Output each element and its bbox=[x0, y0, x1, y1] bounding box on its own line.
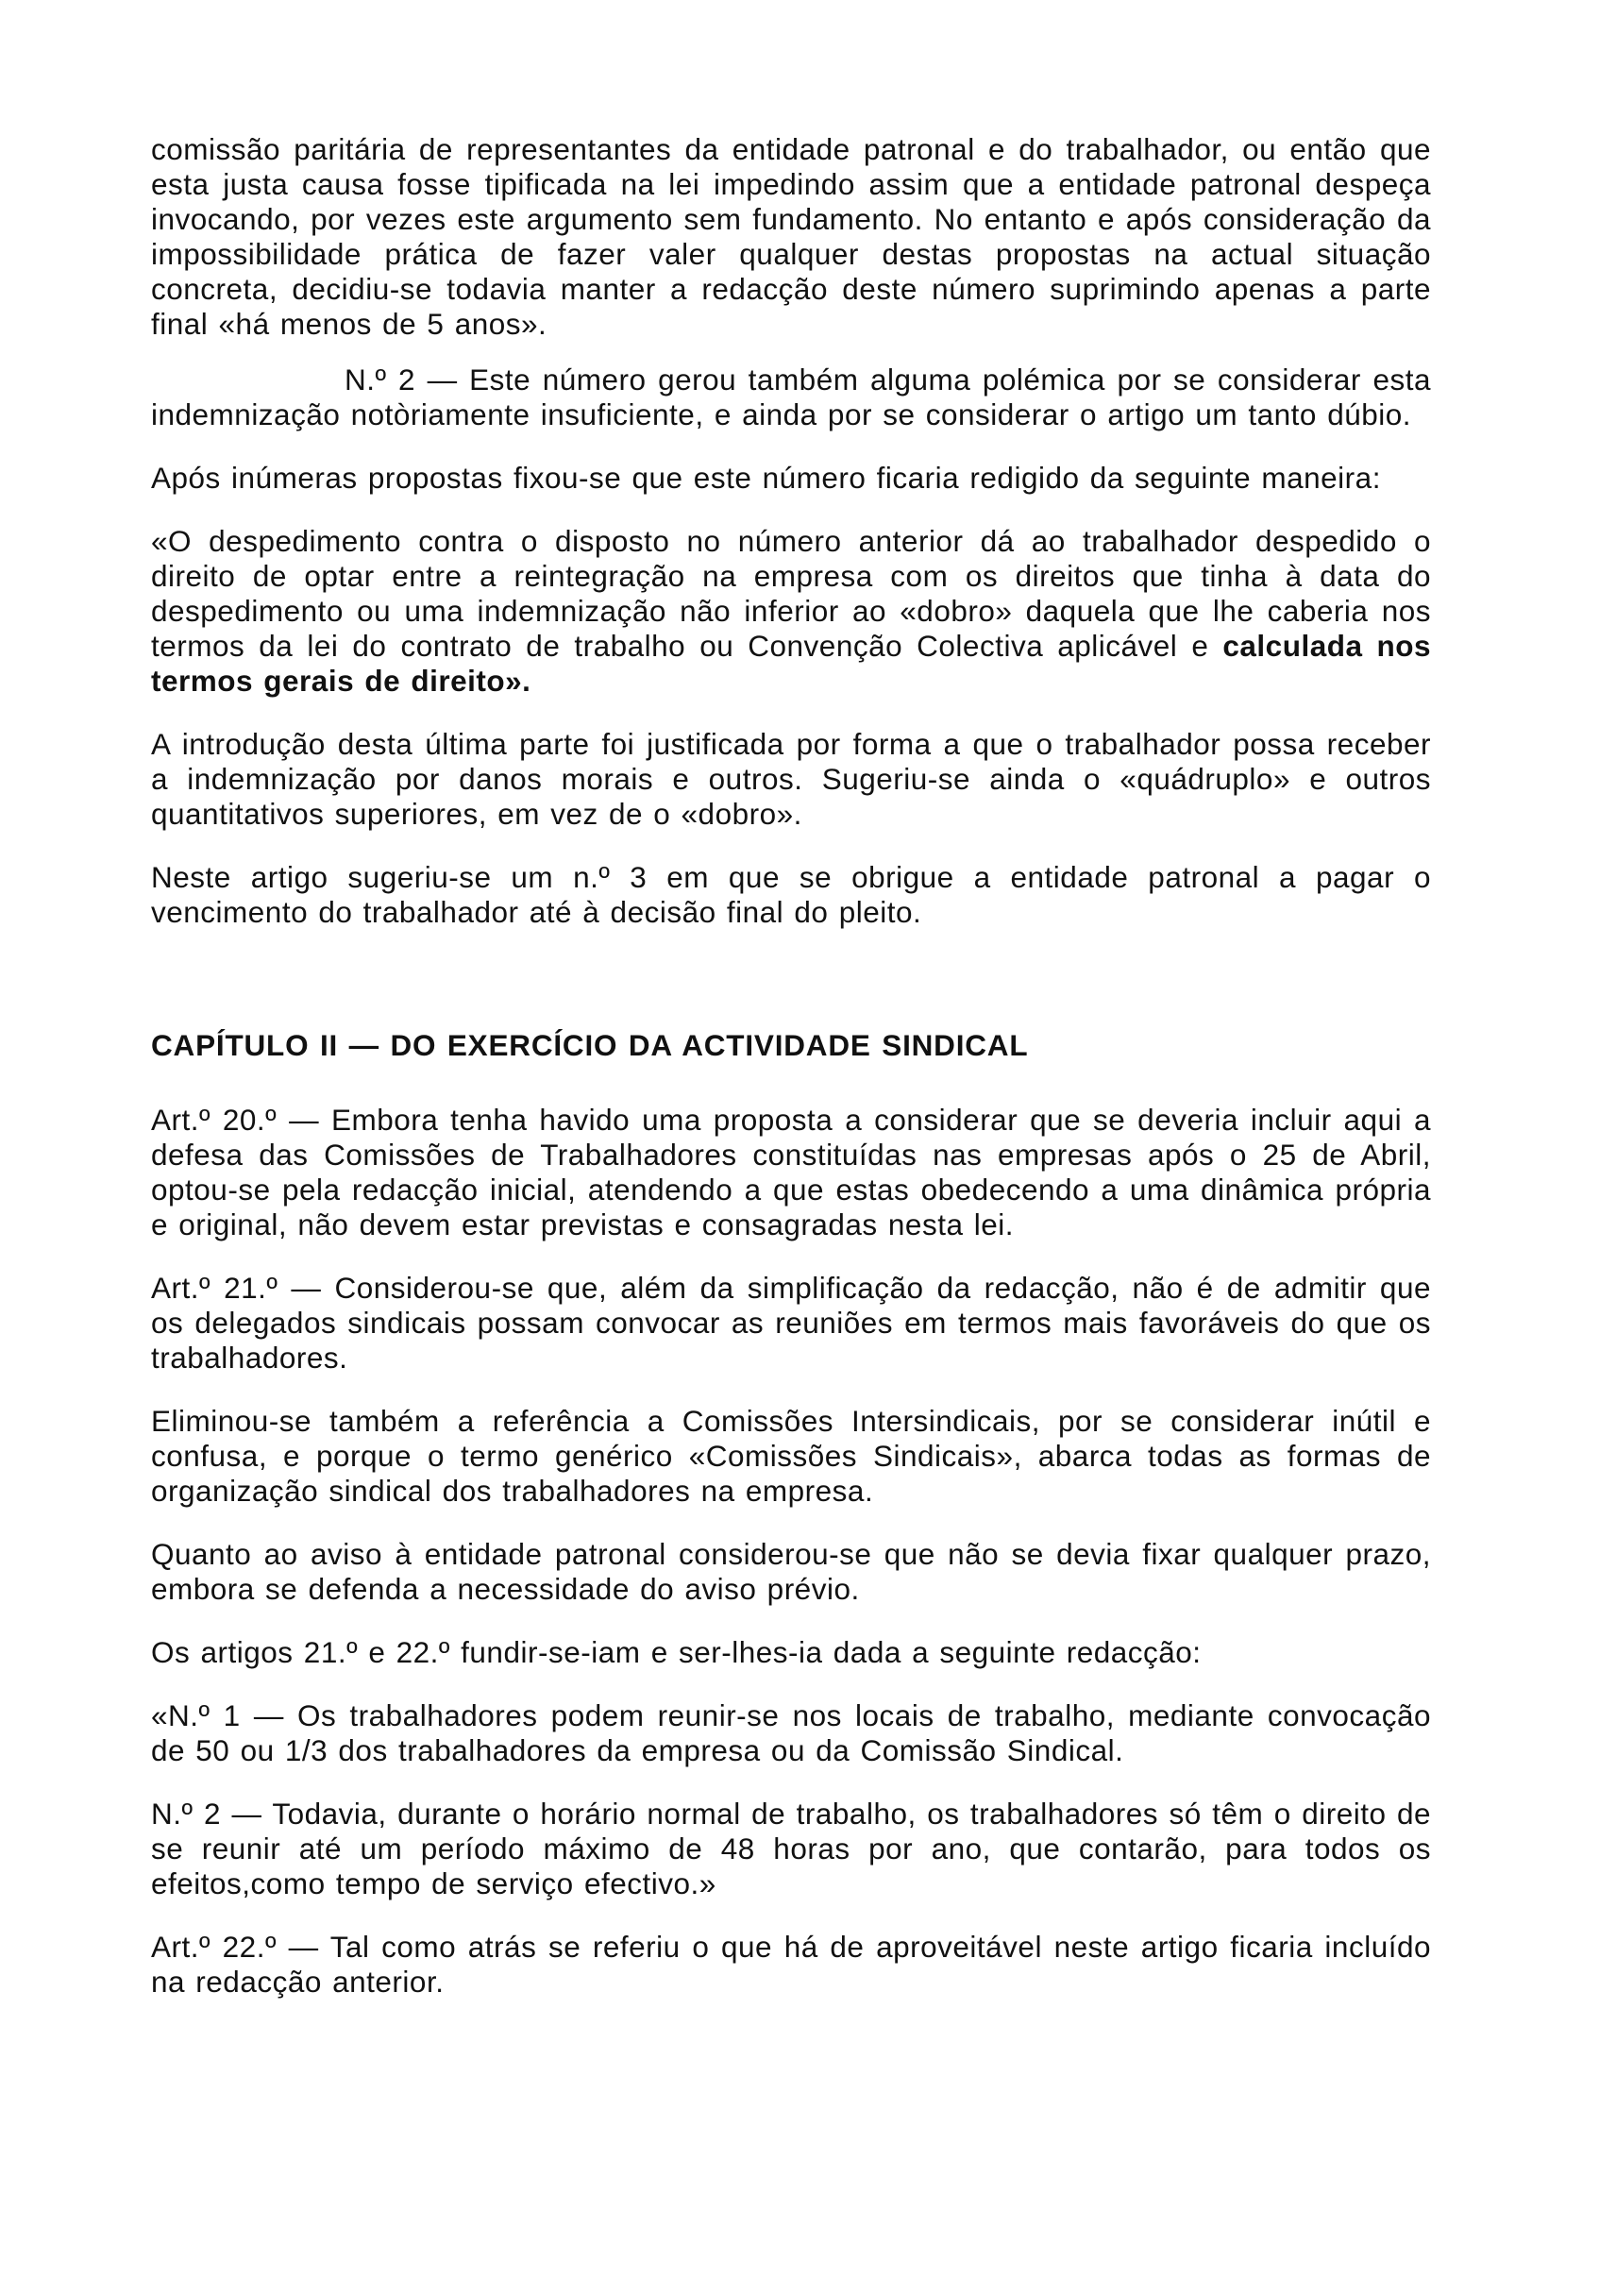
paragraph-numero-2: N.º 2 — Este número gerou também alguma polémica por se considerar esta indemnização notòriamente insuficiente, e ainda por se considerar o artigo um tanto dúbio. bbox=[151, 363, 1431, 431]
chapter-heading: CAPÍTULO II — DO EXERCÍCIO DA ACTIVIDADE SINDICAL bbox=[151, 1028, 1029, 1062]
paragraph-redaccao-numero: comissão paritária de representantes da entidade patronal e do trabalhador, ou então que esta justa causa fosse tipificada na lei impedindo assim que a entidade patronal despeça invocando, por vezes este argumento sem fundamento. No entanto e após consideração da impossibilidade prática de fazer valer qualquer destas propostas na actual situação concreta, decidiu-se todavia manter a redacção deste número suprimindo apenas a parte final «há menos de 5 anos». bbox=[151, 132, 1431, 341]
quote-despedimento bbox=[151, 524, 1431, 699]
quote-bold-tail: calculada nos termos gerais de direito». bbox=[151, 629, 1431, 698]
paragraph-numero-2-horario: N.º 2 — Todavia, durante o horário normal de trabalho, os trabalhadores só têm o direito de se reunir até um período máximo de 48 horas por ano, que contarão, para todos os efeitos,como tempo de serviço efectivo.» bbox=[151, 1797, 1431, 1900]
paragraph-comissoes-intersindicais: Eliminou-se também a referência a Comissões Intersindicais, por se considerar inútil e confusa, e porque o termo genérico «Comissões Sindicais», abarca todas as formas de organização sindical dos trabalhadores na empresa. bbox=[151, 1404, 1431, 1508]
paragraph-art-20: Art.º 20.º — Embora tenha havido uma proposta a considerar que se deveria incluir aqui a defesa das Comissões de Trabalhadores constituídas nas empresas após o 25 de Abril, optou-se pela redacção inicial, atendendo a que estas obedecendo a uma dinâmica própria e original, não devem estar previstas e consagradas nesta lei. bbox=[151, 1103, 1431, 1241]
paragraph-art-22: Art.º 22.º — Tal como atrás se referiu o que há de aproveitável neste artigo ficaria incluído na redacção anterior. bbox=[151, 1930, 1431, 1999]
paragraph-fusao-artigos: Os artigos 21.º e 22.º fundir-se-iam e ser-lhes-ia dada a seguinte redacção: bbox=[151, 1635, 1202, 1669]
paragraph-numero-1-reunioes: «N.º 1 — Os trabalhadores podem reunir-se nos locais de trabalho, mediante convocação de 50 ou 1/3 dos trabalhadores da empresa ou da Comissão Sindical. bbox=[151, 1698, 1431, 1767]
paragraph-propostas: Após inúmeras propostas fixou-se que este número ficaria redigido da seguinte maneira: bbox=[151, 461, 1381, 495]
paragraph-introducao: A introdução desta última parte foi justificada por forma a que o trabalhador possa receber a indemnização por danos morais e outros. Sugeriu-se ainda o «quádruplo» e outros quantitativos superiores, em vez de o «dobro». bbox=[151, 727, 1431, 831]
paragraph-art-21: Art.º 21.º — Considerou-se que, além da simplificação da redacção, não é de admitir que os delegados sindicais possam convocar as reuniões em termos mais favoráveis do que os trabalhadores. bbox=[151, 1271, 1431, 1375]
quote-text: «O despedimento contra o disposto no número anterior dá ao trabalhador despedido o direito de optar entre a reintegração na empresa com os direitos que tinha à data do despedimento ou uma indemnização não inferior ao «dobro» daquela que lhe caberia nos termos da lei do contrato de trabalho ou Convenção Colectiva aplicável e bbox=[151, 524, 1431, 663]
paragraph-aviso: Quanto ao aviso à entidade patronal considerou-se que não se devia fixar qualquer prazo, embora se defenda a necessidade do aviso prévio. bbox=[151, 1537, 1431, 1606]
paragraph-numero-3: Neste artigo sugeriu-se um n.º 3 em que se obrigue a entidade patronal a pagar o vencimento do trabalhador até à decisão final do pleito. bbox=[151, 860, 1431, 929]
document-page bbox=[151, 132, 1431, 2000]
